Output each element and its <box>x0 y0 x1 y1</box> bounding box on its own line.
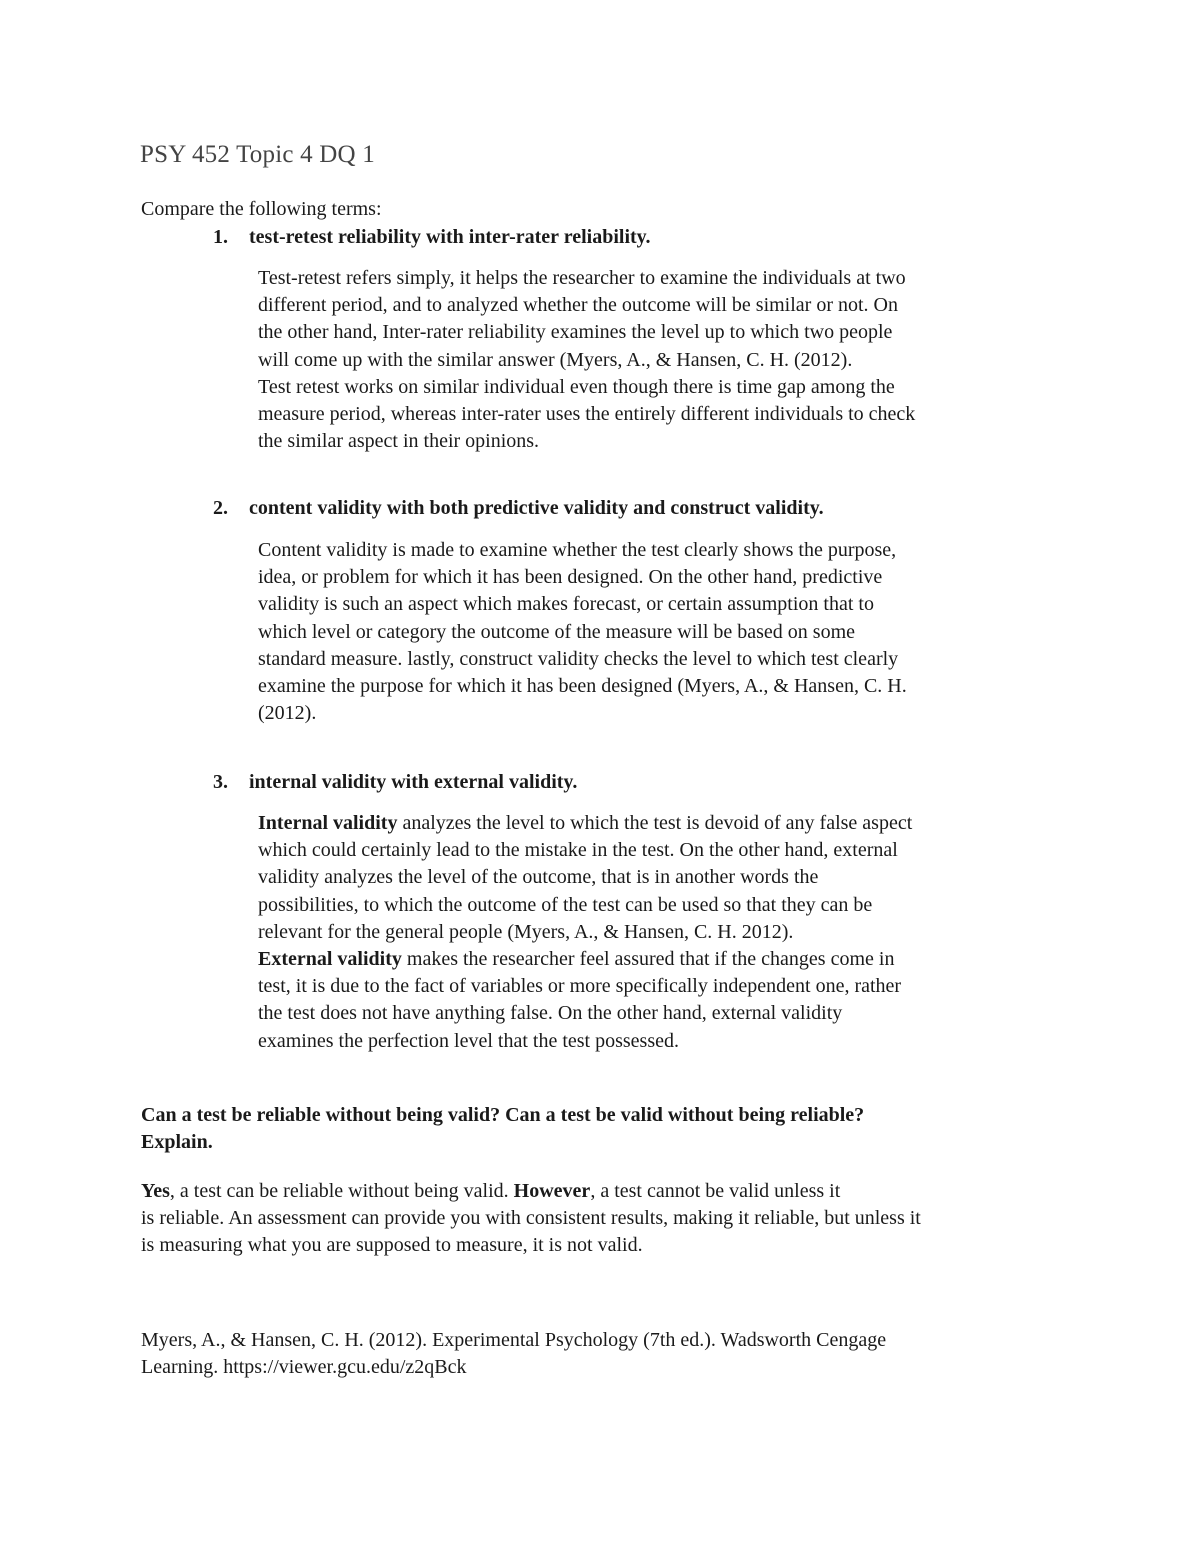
answer-line: the other hand, Inter-rater reliability examines the level up to which two people <box>258 321 893 344</box>
internal-validity-term: Internal validity <box>258 812 398 834</box>
item-1-answer <box>258 265 1058 455</box>
item-3-heading-text: internal validity with external validity. <box>249 771 578 793</box>
reliability-question <box>141 1102 1071 1156</box>
answer-line: examine the purpose for which it has been designed (Myers, A., & Hansen, C. H. <box>258 675 907 698</box>
answer-line: Test-retest refers simply, it helps the researcher to examine the individuals at two <box>258 267 906 289</box>
answer-line: validity analyzes the level of the outcome, that is in another words the <box>258 866 819 889</box>
answer-line: measure period, whereas inter-rater uses the entirely different individuals to check <box>258 403 916 426</box>
external-validity-term: External validity <box>258 948 402 971</box>
answer-line: analyzes the level to which the test is devoid of any false aspect <box>397 812 913 834</box>
conclusion-paragraph <box>141 1178 1071 1260</box>
yes-term: Yes <box>141 1180 170 1202</box>
answer-line: standard measure. lastly, construct validity checks the level to which test clearly <box>258 647 899 670</box>
question-line: Can a test be reliable without being valid? Can a test be valid without being reliable? <box>141 1104 865 1126</box>
answer-line: the similar aspect in their opinions. <box>258 430 540 453</box>
reference-line: Myers, A., & Hansen, C. H. (2012). Experimental Psychology (7th ed.). Wadsworth Cengage <box>141 1329 887 1351</box>
item-1-heading-text: test-retest reliability with inter-rater reliability. <box>249 226 651 248</box>
answer-line: test, it is due to the fact of variables or more specifically independent one, rather <box>258 975 902 998</box>
answer-line: Content validity is made to examine whether the test clearly shows the purpose, <box>258 539 897 561</box>
question-line: Explain. <box>141 1131 213 1154</box>
answer-line: (2012). <box>258 702 317 725</box>
intro-text: Compare the following terms: <box>141 198 382 220</box>
answer-line: different period, and to analyzed whether the outcome will be similar or not. On <box>258 294 898 317</box>
item-3-answer <box>258 810 1058 1055</box>
item-1-heading <box>213 224 651 251</box>
conclusion-text: , a test can be reliable without being valid. <box>169 1180 514 1202</box>
page-title: PSY 452 Topic 4 DQ 1 <box>140 141 375 168</box>
answer-line: the test does not have anything false. On the other hand, external validity <box>258 1002 843 1025</box>
item-1-number: 1. <box>213 226 228 248</box>
however-term: However <box>513 1180 591 1202</box>
reference-line: Learning. https://viewer.gcu.edu/z2qBck <box>141 1356 467 1379</box>
conclusion-line: is measuring what you are supposed to measure, it is not valid. <box>141 1234 643 1257</box>
answer-line: which level or category the outcome of the measure will be based on some <box>258 620 856 643</box>
item-2-heading <box>213 495 824 522</box>
answer-line: relevant for the general people (Myers, A., & Hansen, C. H. 2012). <box>258 920 794 943</box>
answer-line: which could certainly lead to the mistake in the test. On the other hand, external <box>258 839 898 862</box>
conclusion-text: , a test cannot be valid unless it <box>590 1180 841 1202</box>
answer-line: examines the perfection level that the test possessed. <box>258 1029 679 1052</box>
item-2-number: 2. <box>213 497 228 519</box>
answer-line: makes the researcher feel assured that if the changes come in <box>401 948 895 971</box>
item-2-answer <box>258 537 1058 727</box>
item-2-heading-text: content validity with both predictive validity and construct validity. <box>249 497 824 519</box>
answer-line: idea, or problem for which it has been designed. On the other hand, predictive <box>258 566 883 589</box>
item-3-number: 3. <box>213 771 228 793</box>
answer-line: possibilities, to which the outcome of the test can be used so that they can be <box>258 893 873 916</box>
conclusion-line: is reliable. An assessment can provide you with consistent results, making it reliable, but unless it <box>141 1207 921 1230</box>
answer-line: Test retest works on similar individual even though there is time gap among the <box>258 375 895 398</box>
item-3-heading <box>213 769 577 796</box>
answer-line: validity is such an aspect which makes forecast, or certain assumption that to <box>258 593 874 616</box>
reference-entry <box>141 1327 1071 1381</box>
answer-line: will come up with the similar answer (Myers, A., & Hansen, C. H. (2012). <box>258 348 853 371</box>
